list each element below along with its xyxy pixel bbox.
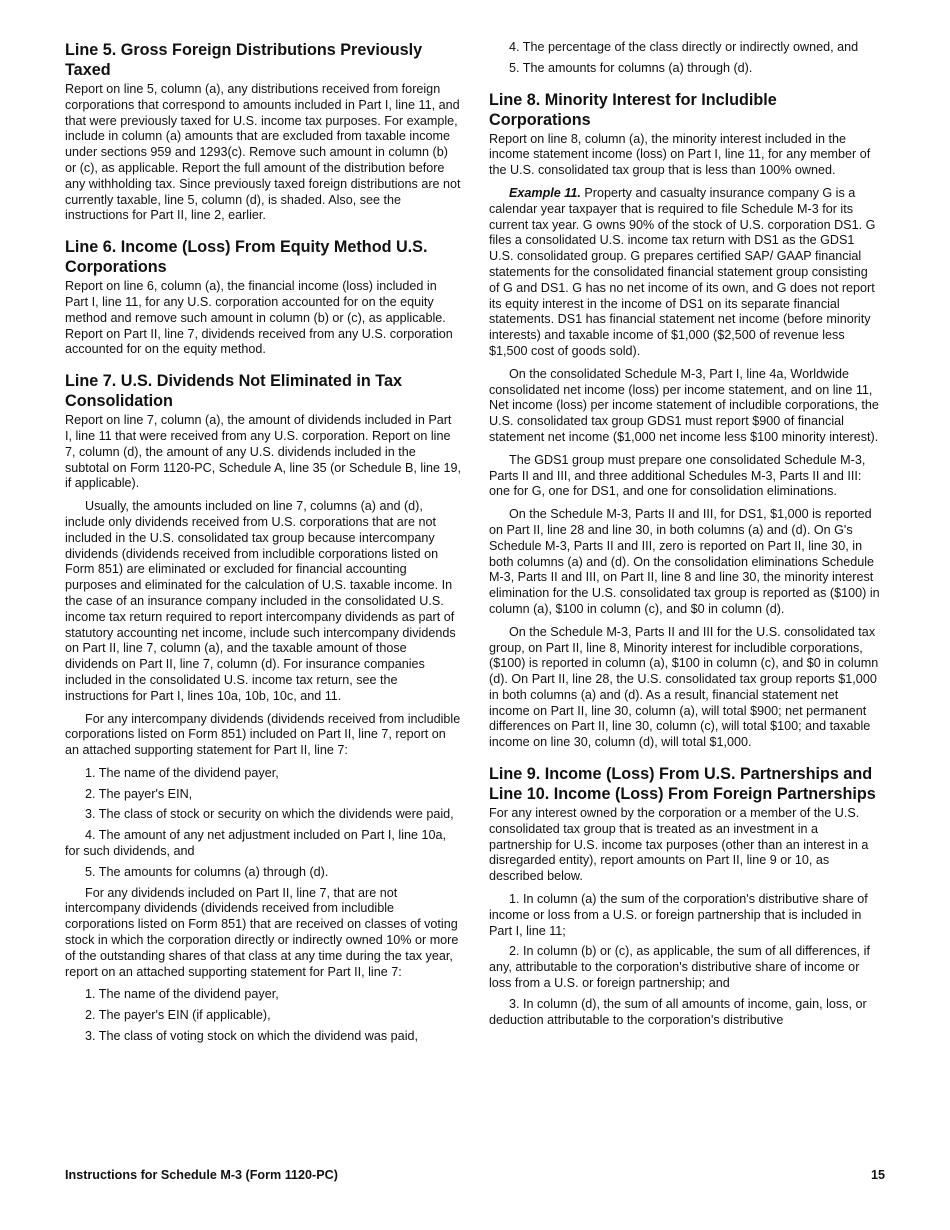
example-11 (489, 186, 881, 360)
list-item: 4. The amount of any net adjustment included on Part I, line 10a, for such dividends, and (65, 828, 447, 859)
line8-paragraph-2: On the consolidated Schedule M-3, Part I, line 4a, Worldwide consolidated net income (loss) per income statement, and on line 11, Net income (loss) per income statement of includible corporations, the U.S. consolidated tax group GDS1 must report $900 of financial statement net income ($1,000 net income less $100 minority interest). (489, 366, 879, 444)
line7-list-2 (65, 987, 461, 1044)
example-text: Property and casualty insurance company G is a calendar year taxpayer that is required to file Schedule M-3 for its current tax year. G owns 90% of the stock of U.S. corporation DS1. G files a consolidated U.S. income tax return with DS1 as the GDS1 U.S. consolidated group. G prepares certified SAP/ GAAP financial statements for the consolidated financial statement group consisting of G and DS1. G has no net income of its own, and G does not report its equity interest in the income of DS1 on its separate financial statements. DS1 has financial statement net income (before minority interests) and taxable income of $1,000 ($2,500 of revenue less $1,500 cost of goods sold). (489, 185, 876, 358)
line8-heading: Line 8. Minority Interest for Includible Corporations (489, 90, 777, 129)
line7-list-1 (65, 766, 461, 881)
list-item: 2. The payer's EIN (if applicable), (85, 1008, 271, 1023)
line7-heading: Line 7. U.S. Dividends Not Eliminated in Tax Consolidation (65, 372, 402, 411)
list-item: 1. The name of the dividend payer, (85, 765, 279, 780)
line7-paragraph-3: For any intercompany dividends (dividends received from includible corporations listed on Form 851) included on Part II, line 7, report on an attached supporting statement for Part II, line 7: (65, 711, 461, 758)
line9-heading: Line 9. Income (Loss) From U.S. Partnerships and Line 10. Income (Loss) From Foreign Partnerships (489, 765, 876, 804)
list-item: 5. The amounts for columns (a) through (d). (85, 864, 329, 879)
line9-list (489, 892, 881, 1028)
line5-paragraph: Report on line 5, column (a), any distributions received from foreign corporations that correspond to amounts included in Part I, line 11, and that were previously taxed for U.S. income tax purposes. For example, include in column (a) amounts that are excluded from taxable income under sections 959 and 1293(c). Remove such amount in column (b) or (c), as applicable. Report the full amount of the distribution before any withholding tax. Since previously taxed foreign distributions are not currently taxable, line 5, column (d), is shaded. Also, see the instructions for Part II, line 2, earlier. (65, 82, 461, 223)
line6-heading: Line 6. Income (Loss) From Equity Method U.S. Corporations (65, 238, 428, 277)
line5-heading: Line 5. Gross Foreign Distributions Previously Taxed (65, 41, 423, 79)
line7-paragraph-4: For any dividends included on Part II, line 7, that are not intercompany dividends (dividends received from includible corporations listed on Form 851) that are received on classes of voting stock in which the corporation directly or indirectly owned 10% or more of the outstanding shares of that class at any time during the tax year, report on an attached supporting statement for Part II, line 7: (65, 885, 459, 979)
list-item: 2. The payer's EIN, (85, 786, 193, 801)
line9-paragraph: For any interest owned by the corporation or a member of the U.S. consolidated tax group that is treated as an investment in a partnership for U.S. income tax purposes (other than an interest in a disregarded entity), report amounts on Part II, line 9 or 10, as described below. (489, 806, 869, 884)
line8-paragraph-5: On the Schedule M-3, Parts II and III for the U.S. consolidated tax group, on Part II, line 8, Minority interest for includible corporations, ($100) is reported in column (a), $100 in column (c), and $0 in column (d). On Part II, line 28, the U.S. consolidated tax group reports $1,000 in both columns (a) and (d). As a result, financial statement net income on Part II, line 30, column (a), will total $900; net permanent differences on Part II, line 30, column (c), will total $100; and taxable income on line 30, column (d), will total $1,000. (489, 624, 879, 750)
left-column (65, 40, 461, 1050)
line7-paragraph-2: Usually, the amounts included on line 7, columns (a) and (d), include only dividends received from U.S. corporations that are not included in the U.S. consolidated tax group because intercompany dividends (dividends received from includible corporations listed on Form 851) are eliminated or excluded for financial accounting purposes and eliminated for the calculation of U.S. taxable income. In the case of an insurance company included in the consolidated U.S. income tax return required to report intercompany dividends as part of statutory accounting net income, include such intercompany dividends on Part II, line 7, column (a), and the taxable amount of those dividends on Part II, line 7, column (d). For insurance companies included in the consolidated U.S. income tax return, see the instructions for Part I, lines 10a, 10b, 10c, and 11. (65, 499, 456, 703)
list-item: 5. The amounts for columns (a) through (d). (509, 60, 753, 75)
continued-list (489, 40, 881, 77)
list-item: 2. In column (b) or (c), as applicable, the sum of all differences, if any, attributable to the corporation's distributive share of income or loss from a U.S. or foreign partnership; and (489, 944, 870, 991)
list-item: 4. The percentage of the class directly or indirectly owned, and (509, 40, 859, 54)
list-item: 3. The class of voting stock on which the dividend was paid, (85, 1029, 418, 1044)
list-item: 3. In column (d), the sum of all amounts of income, gain, loss, or deduction attributable to the corporation's distributive (489, 996, 867, 1027)
line7-paragraph-1: Report on line 7, column (a), the amount of dividends included in Part I, line 11 that were received from any U.S. corporation. Report on line 7, column (d), the amount of any U.S. dividends included in the subtotal on Form 1120-PC, Schedule A, line 35 (or Schedule B, line 19, if applicable). (65, 413, 462, 491)
list-item: 3. The class of stock or security on which the dividends were paid, (85, 807, 454, 822)
right-column (489, 40, 881, 1033)
list-item: 1. The name of the dividend payer, (85, 987, 279, 1002)
line6-paragraph: Report on line 6, column (a), the financial income (loss) included in Part I, line 11, for any U.S. corporation accounted for on the equity method and remove such amount in column (b) or (c), as applicable. Report on Part II, line 7, dividends received from any U.S. corporation accounted for on the equity method. (65, 279, 453, 357)
example-label: Example 11. (509, 185, 581, 200)
line8-paragraph-3: The GDS1 group must prepare one consolidated Schedule M-3, Parts II and III, and three additional Schedules M-3, Parts II and III: one for G, one for DS1, and one for consolidation eliminations. (489, 452, 866, 499)
line8-paragraph-4: On the Schedule M-3, Parts II and III, for DS1, $1,000 is reported on Part II, line 28 and line 30, in both columns (a) and (d). On G's Schedule M-3, Parts II and III, zero is reported on Part II, line 30, in both columns (a) and (d). On the consolidation eliminations Schedule M-3, Parts II and III, on Part II, line 8 and line 30, the minority interest elimination for the U.S. consolidated tax group is reported as ($100) in column (a), $100 in column (c), and $0 in column (d). (489, 507, 880, 616)
line8-paragraph: Report on line 8, column (a), the minority interest included in the income statement income (loss) on Part I, line 11, for any member of the U.S. consolidated tax group that is less than 100% owned. (489, 131, 871, 178)
footer-title: Instructions for Schedule M-3 (Form 1120-PC) (65, 1168, 338, 1182)
list-item: 1. In column (a) the sum of the corporation's distributive share of income or loss from a U.S. or foreign partnership that is included in Part I, line 11; (489, 892, 868, 938)
page-number: 15 (870, 1168, 885, 1182)
